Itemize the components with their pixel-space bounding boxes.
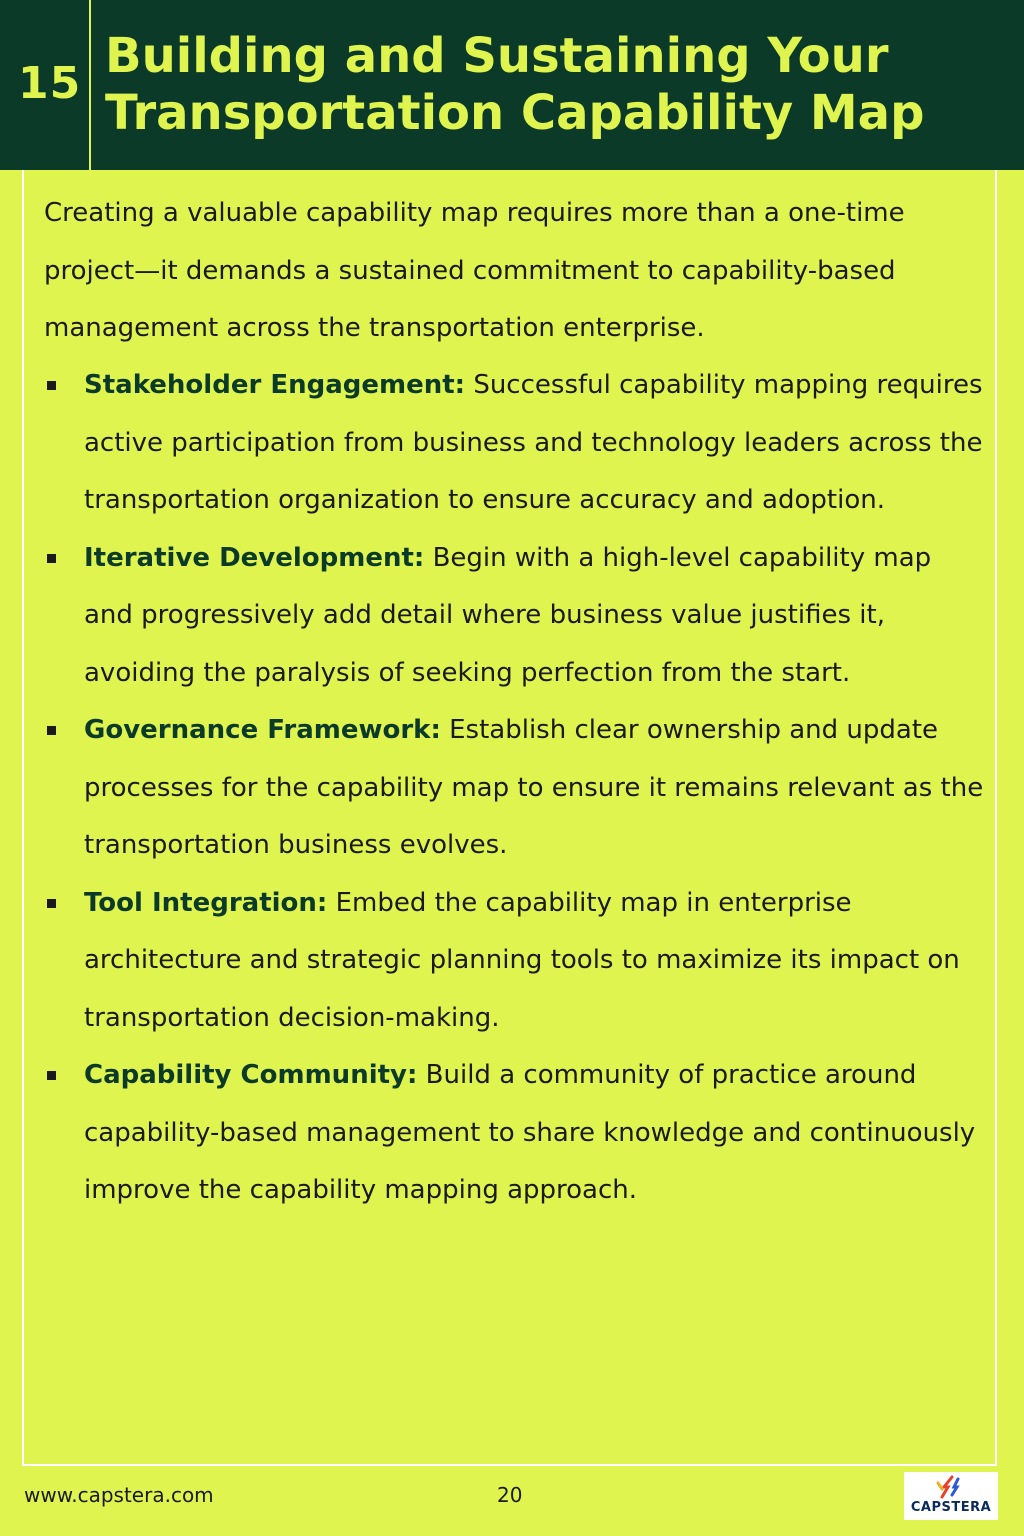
square-bullet-icon — [47, 1071, 56, 1080]
logo-wordmark: CAPSTERA — [910, 1500, 992, 1515]
bullet-item-iterative-development — [44, 530, 984, 703]
page-title-line-2: Transportation Capability Map — [105, 85, 925, 141]
bullet-list — [44, 357, 984, 1220]
bullet-text: Begin with a high-level capability map and progressively add detail where business value justifies it, avoiding the paralysis of seeking perfection from the start. — [84, 542, 932, 688]
header-divider — [89, 0, 91, 170]
section-number: 15 — [18, 58, 82, 109]
page-title — [105, 28, 1005, 142]
bullet-term: Governance Framework: — [84, 715, 441, 745]
page-number: 20 — [497, 1483, 523, 1507]
intro-paragraph: Creating a valuable capability map requires more than a one-time project—it demands a sustained commitment to capability-based management across the transportation enterprise. — [44, 198, 905, 343]
bullet-term: Stakeholder Engagement: — [84, 370, 466, 400]
capstera-logo-mark-icon — [930, 1475, 970, 1499]
square-bullet-icon — [47, 726, 56, 735]
website-link[interactable]: www.capstera.com — [24, 1483, 214, 1507]
bullet-term: Capability Community: — [84, 1060, 418, 1090]
square-bullet-icon — [47, 554, 56, 563]
bullet-text: Embed the capability map in enterprise architecture and strategic planning tools to maximize its impact on transportation decision-making. — [84, 887, 960, 1033]
bullet-item-governance-framework — [44, 702, 984, 875]
page-title-line-1: Building and Sustaining Your — [105, 28, 889, 84]
capstera-logo — [904, 1472, 998, 1520]
bullet-text: Build a community of practice around capability-based management to share knowledge and continuously improve the capability mapping approach. — [84, 1060, 976, 1205]
bullet-term: Tool Integration: — [84, 887, 328, 918]
bullet-text: Successful capability mapping requires active participation from business and technology leaders across the transportation organization to ensure accuracy and adoption. — [84, 370, 983, 515]
page-header — [0, 0, 1024, 170]
bullet-item-tool-integration — [44, 875, 984, 1048]
square-bullet-icon — [47, 899, 56, 908]
bullet-term: Iterative Development: — [84, 542, 425, 573]
bullet-item-capability-community — [44, 1047, 984, 1220]
square-bullet-icon — [47, 381, 56, 390]
bullet-item-stakeholder-engagement — [44, 357, 984, 530]
bullet-text: Establish clear ownership and update processes for the capability map to ensure it remains relevant as the transportation business evolves. — [84, 715, 984, 860]
